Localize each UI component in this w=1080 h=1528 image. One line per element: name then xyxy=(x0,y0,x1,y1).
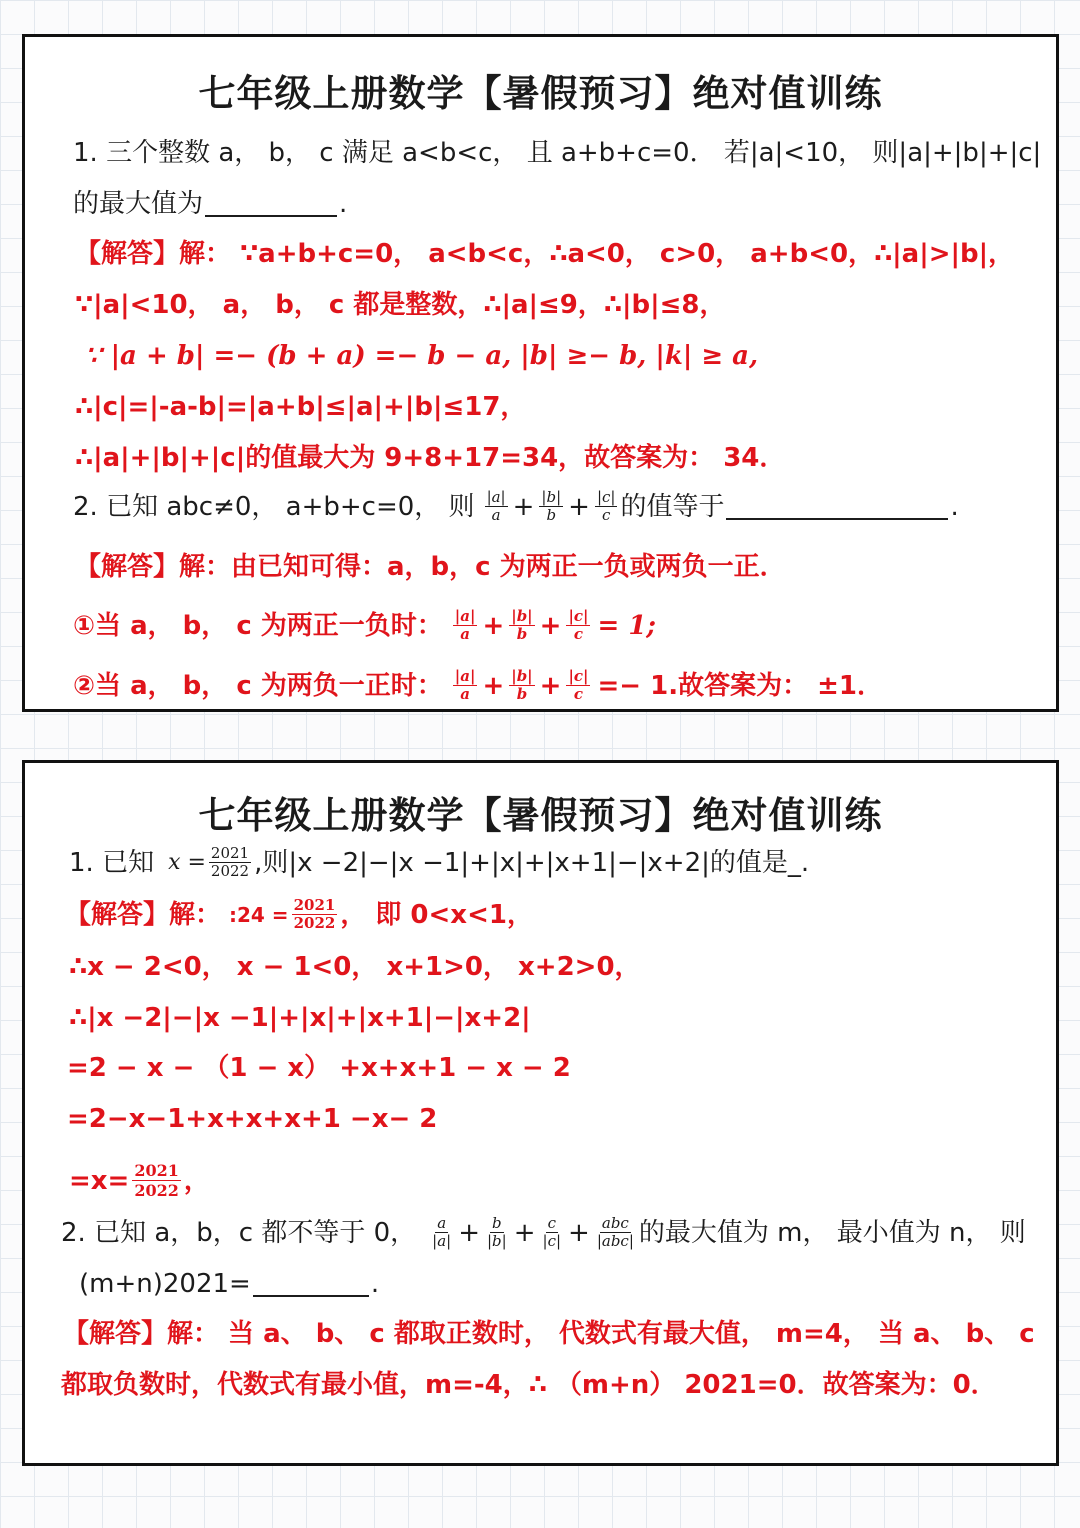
question-2-line: 2. 已知 abc≠0， a+b+c=0， 则 $\frac{|a|}{a}$ + $\frac{|b|}{b}$ + $\frac{|c|}{c}$ 的值等于 . xyxy=(73,488,959,524)
answer-2-case-1: ①当 a， b， c 为两正一负时： $\frac{|a|}{a}$ + $\frac{|b|}{b}$ + $\frac{|c|}{c}$ = 1; xyxy=(73,607,657,643)
exercise-card-1 xyxy=(22,34,1059,712)
question-1-text: 的最大值为 xyxy=(73,189,204,219)
answer-1-line-2: ∵|a|<10， a， b， c 都是整数，∴|a|≤9，∴|b|≤8， xyxy=(75,290,726,320)
answer-1-line-4: =2 − x − （1 − x） +x+x+1 − x − 2 xyxy=(67,1053,571,1083)
fraction-abs-a-over-a: $\frac{|a|}{a}$ xyxy=(454,607,476,643)
question-1-line: 1. 已知 x = $\frac{2021}{2022}$ ,则|x −2|−|x −1|+|x|+|x+1|−|x+2|的值是_. xyxy=(69,844,810,880)
exercise-card-2 xyxy=(22,760,1059,1466)
fraction-abs-b-over-b: $\frac{|b|}{b}$ xyxy=(541,488,562,524)
question-2-prefix: 2. 已知 abc≠0， a+b+c=0， 则 xyxy=(73,491,475,522)
question-2-end: . xyxy=(950,491,959,522)
fraction-abc-over-abs-abc: $\frac{\text{abc}}{\text{|abc|}}$ xyxy=(596,1214,634,1250)
question-1-line-2 xyxy=(73,187,347,221)
answer-1-line-4: ∴|c|=|-a-b|=|a+b|≤|a|+|b|≤17， xyxy=(75,392,527,422)
answer-2-line-1: 【解答】解：由已知可得：a，b，c 为两正一负或两负一正． xyxy=(75,552,786,582)
answer-blank xyxy=(205,191,337,217)
fraction-abs-a-over-a: $\frac{|a|}{a}$ xyxy=(454,667,476,703)
fraction-abs-b-over-b: $\frac{|b|}{b}$ xyxy=(511,607,533,643)
fraction-abs-a-over-a: $\frac{|a|}{a}$ xyxy=(486,488,506,524)
answer-2-case-2: ②当 a， b， c 为两负一正时： $\frac{|a|}{a}$ + $\frac{|b|}{b}$ + $\frac{|c|}{c}$ =− 1.故答案为： ±1． xyxy=(73,667,884,703)
answer-blank xyxy=(726,494,948,520)
fraction-abs-c-over-c: $\frac{|c|}{c}$ xyxy=(596,488,616,524)
question-1-end: . xyxy=(339,189,348,219)
answer-2-line-1: 【解答】解： 当 a、 b、 c 都取正数时， 代数式有最大值， m=4， 当 a、 b、 c xyxy=(63,1319,1035,1349)
answer-1-line-1: 【解答】解： :24 = $\frac{2021}{2022}$ ， 即 0<x<1， xyxy=(65,896,533,932)
answer-1-line-3: ∴|x −2|−|x −1|+|x|+|x+1|−|x+2| xyxy=(69,1003,531,1033)
answer-1-line-3: ∵ |a + b| =− (b + a) =− b − a, |b| ≥− b, |k| ≥ a, xyxy=(85,341,759,371)
question-2-line-2: (m+n)2021= . xyxy=(79,1269,380,1299)
card-title: 七年级上册数学【暑假预习】绝对值训练 xyxy=(198,794,883,837)
fraction-c-over-abs-c: $\frac{c}{|c|}$ xyxy=(542,1214,562,1250)
answer-1-line-5: =2−x−1+x+x+x+1 −x− 2 xyxy=(67,1104,438,1134)
card-title: 七年级上册数学【暑假预习】绝对值训练 xyxy=(198,72,883,115)
answer-1-line-1: 【解答】解： ∵a+b+c=0， a<b<c，∴a<0， c>0， a+b<0，∴|a|>|b|， xyxy=(75,239,1015,269)
fraction-2021-over-2022: $\frac{2021}{2022}$ xyxy=(210,844,250,880)
answer-1-line-6: =x= $\frac{2021}{2022}$ ， xyxy=(69,1161,210,1200)
answer-1-line-5: ∴|a|+|b|+|c|的值最大为 9+8+17=34，故答案为： 34． xyxy=(75,443,786,473)
answer-2-line-2: 都取负数时，代数式有最小值，m=-4，∴ （m+n） 2021=0．故答案为：0． xyxy=(61,1370,997,1400)
fraction-a-over-abs-a: $\frac{a}{|a|}$ xyxy=(432,1214,452,1250)
fraction-abs-b-over-b: $\frac{|b|}{b}$ xyxy=(511,667,533,703)
fraction-abs-c-over-c: $\frac{|c|}{c}$ xyxy=(568,667,589,703)
fraction-2021-over-2022: $\frac{2021}{2022}$ xyxy=(293,896,336,932)
fraction-2021-over-2022: $\frac{2021}{2022}$ xyxy=(134,1161,179,1200)
fraction-abs-c-over-c: $\frac{|c|}{c}$ xyxy=(568,607,589,643)
question-2-suffix: 的值等于 xyxy=(620,491,725,522)
question-1-line-1: 1. 三个整数 a， b， c 满足 a<b<c， 且 a+b+c=0． 若|a|<10， 则|a|+|b|+|c| xyxy=(73,138,1042,168)
answer-blank xyxy=(253,1271,369,1297)
question-2-line-1: 2. 已知 a，b，c 都不等于 0， $\frac{a}{|a|}$ + $\frac{b}{|b|}$ + $\frac{c}{|c|}$ + $\frac{\text{abc}}{\text{|abc|}}$ 的最大值为 m， 最小值为 n， 则 xyxy=(61,1214,1026,1250)
answer-1-line-2: ∴x − 2<0， x − 1<0， x+1>0， x+2>0， xyxy=(69,952,641,982)
fraction-b-over-abs-b: $\frac{b}{|b|}$ xyxy=(487,1214,507,1250)
